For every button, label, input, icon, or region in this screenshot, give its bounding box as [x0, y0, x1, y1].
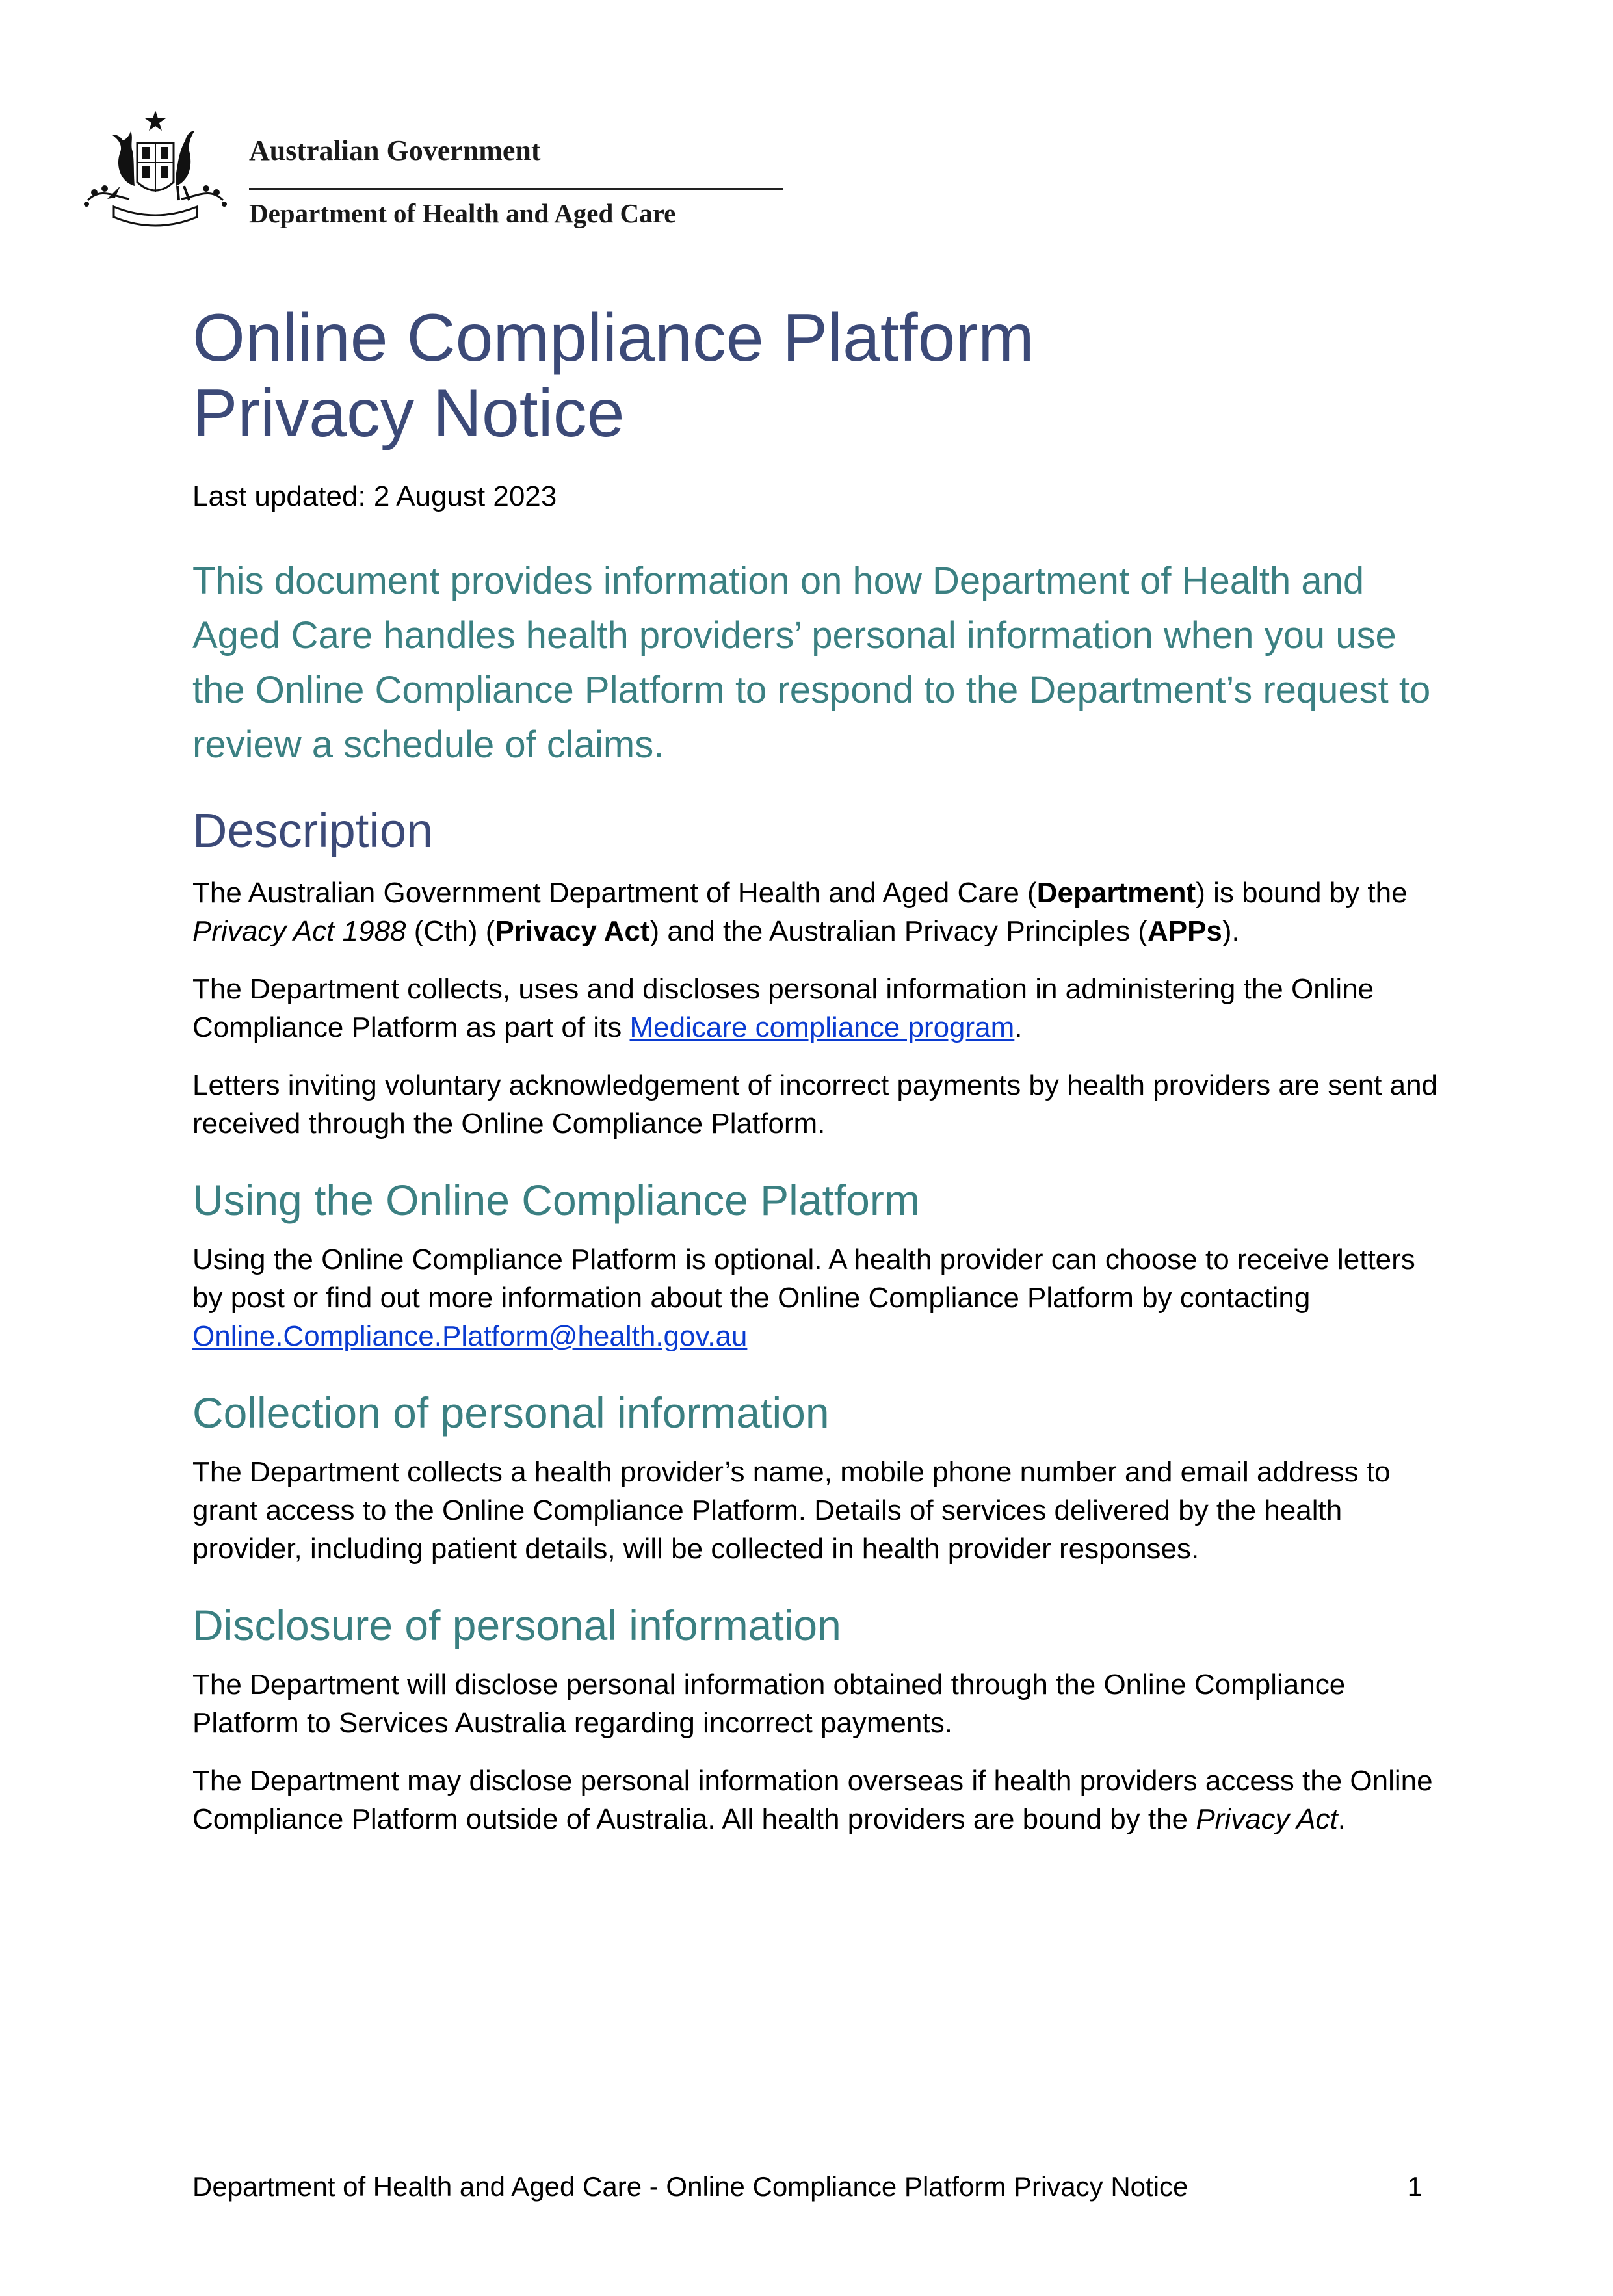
medicare-compliance-link[interactable]: Medicare compliance program — [629, 1011, 1015, 1043]
intro-paragraph: This document provides information on how Department of Health and Aged Care handles health providers’ personal information when you use the Online Compliance Platform to respond to the Department’s request to review a schedule of claims. — [192, 560, 1431, 766]
department-name: Department of Health and Aged Care — [249, 198, 676, 228]
description-paragraph-1: The Australian Government Department of Health and Aged Care (Department) is bound by the Privacy Act 1988 (Cth) (Privacy Act) and the Australian Privacy Principles (APPs). — [192, 877, 1408, 947]
page-number: 1 — [1407, 2171, 1423, 2202]
page-footer — [192, 2169, 1428, 2205]
logo-divider — [249, 188, 783, 190]
description-paragraph-2: The Department collects, uses and discloses personal information in administering the Online Compliance Platform as part of its Medicare compliance program. — [192, 973, 1374, 1043]
government-logo — [75, 109, 725, 239]
description-paragraph-3: Letters inviting voluntary acknowledgement of incorrect payments by health providers are sent and received through the Online Compliance Platform. — [192, 1069, 1438, 1140]
using-paragraph: Using the Online Compliance Platform is optional. A health provider can choose to receive letters by post or find out more information about the Online Compliance Platform by contacting Online.Compliance.Platform@health.gov.au — [192, 1244, 1415, 1352]
disclosure-paragraph-2: The Department may disclose personal information overseas if health providers access the Online Compliance Platform outside of Australia. All health providers are bound by the Privacy Act. — [192, 1765, 1433, 1835]
document-body — [192, 300, 1438, 1838]
coat-of-arms-icon — [75, 109, 236, 233]
last-updated: Last updated: 2 August 2023 — [192, 480, 557, 512]
heading-collection: Collection of personal information — [192, 1389, 830, 1437]
footer-text: Department of Health and Aged Care - Online Compliance Platform Privacy Notice — [192, 2171, 1188, 2202]
heading-description: Description — [192, 803, 434, 857]
government-name: Australian Government — [249, 135, 541, 166]
collection-paragraph: The Department collects a health provider’s name, mobile phone number and email address to grant access to the Online Compliance Platform. Details of services delivered by the health provider, including patient details, will be collected in health provider responses. — [192, 1456, 1391, 1565]
title-line-1: Online Compliance Platform — [192, 300, 1034, 376]
disclosure-paragraph-1: The Department will disclose personal information obtained through the Online Compliance Platform to Services Australia regarding incorrect payments. — [192, 1669, 1346, 1739]
heading-using-platform: Using the Online Compliance Platform — [192, 1176, 920, 1224]
heading-disclosure: Disclosure of personal information — [192, 1601, 841, 1649]
contact-email-link[interactable]: Online.Compliance.Platform@health.gov.au — [192, 1320, 748, 1352]
page-title — [192, 300, 1428, 451]
title-line-2: Privacy Notice — [192, 376, 625, 451]
